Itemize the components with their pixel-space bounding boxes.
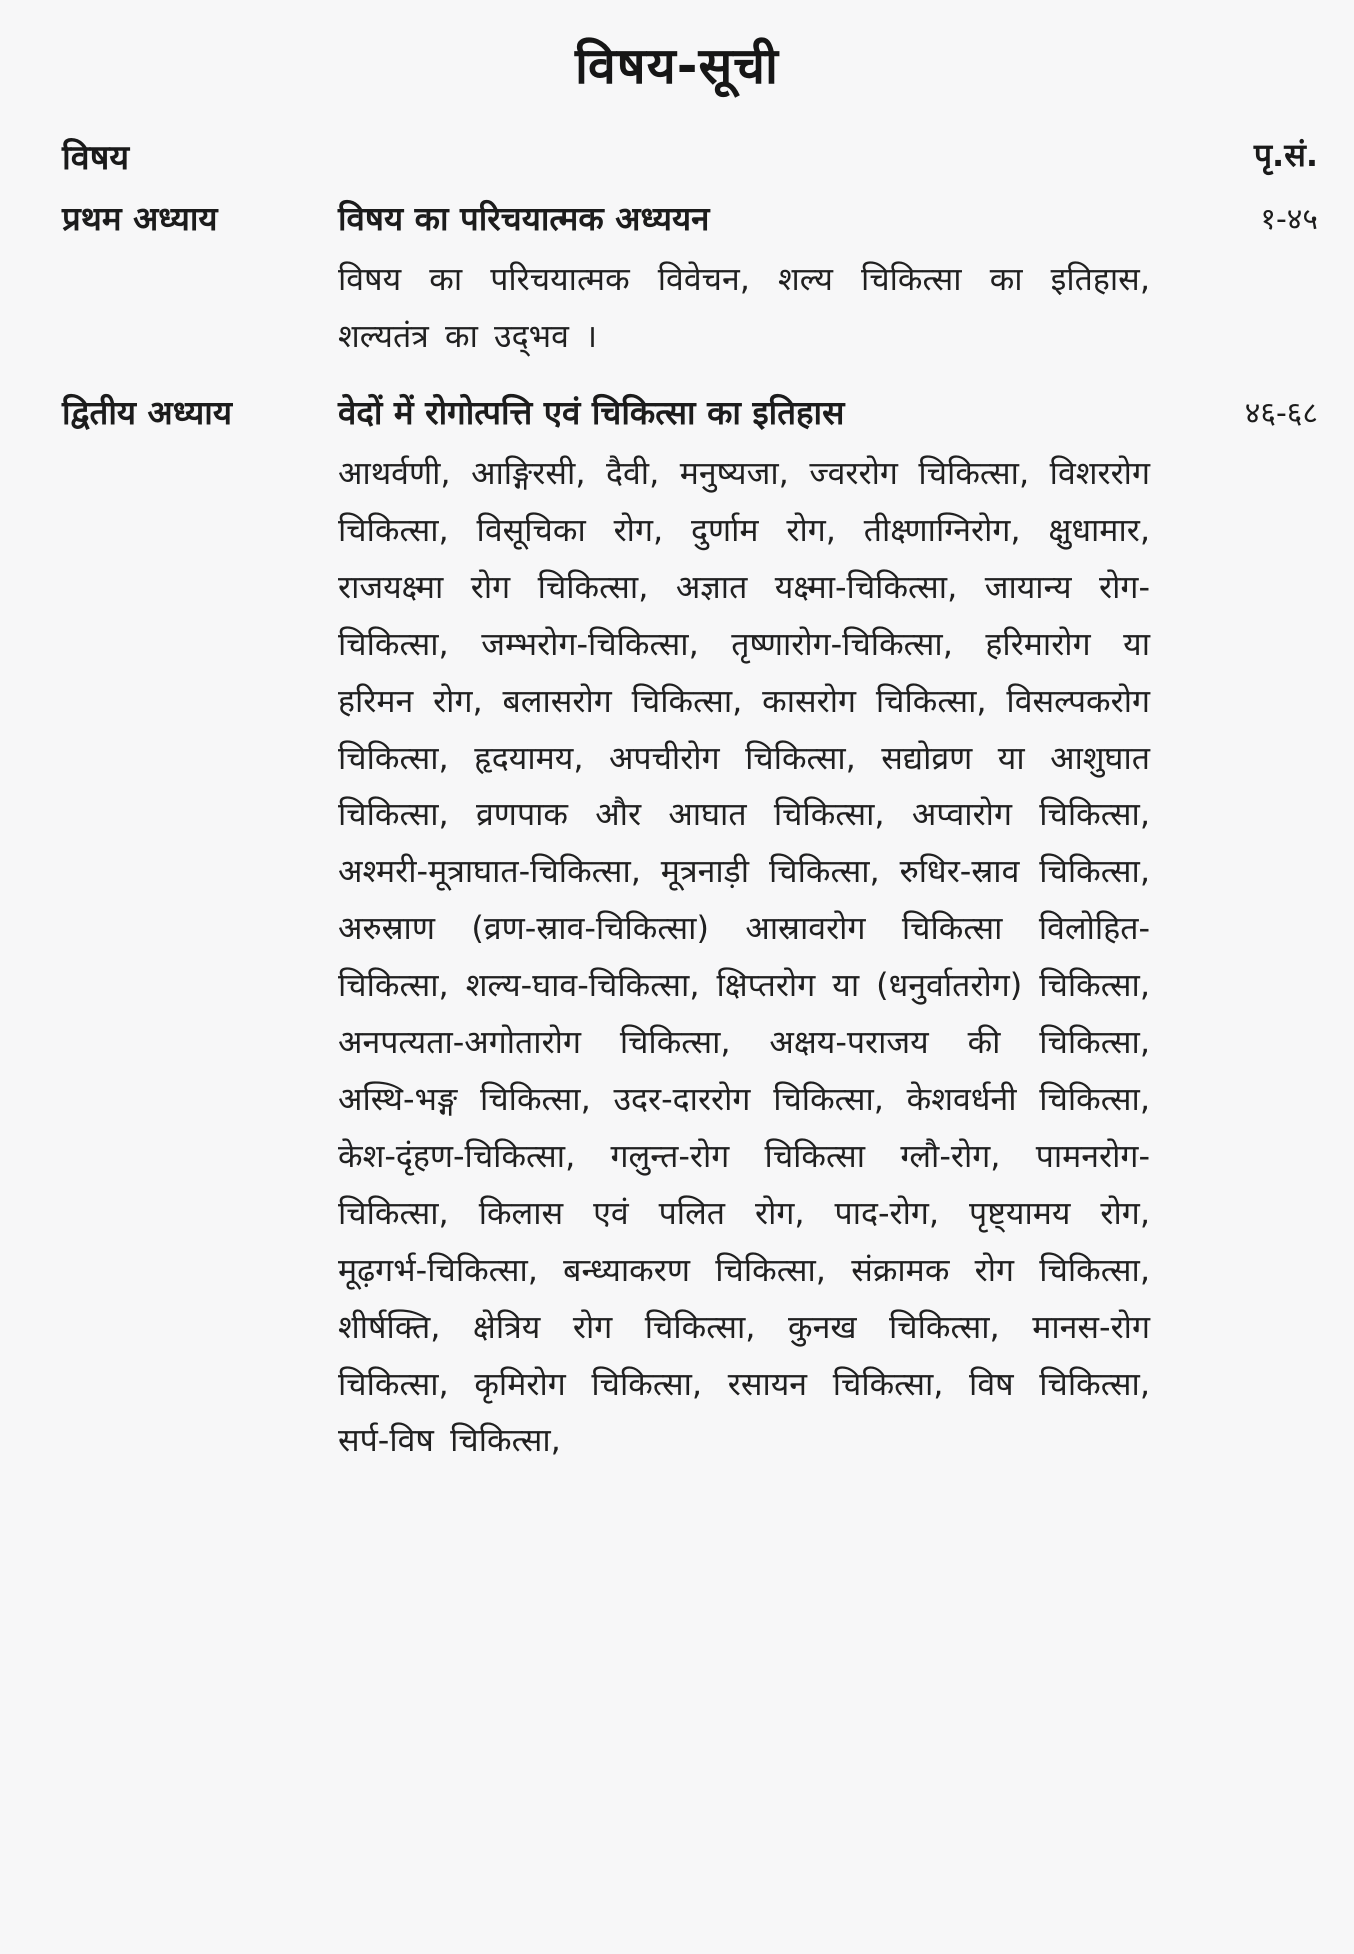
page-column-header: पृ.सं. [1253, 136, 1318, 174]
chapter-title: विषय का परिचयात्मक अध्ययन [338, 199, 710, 238]
chapter-topics: आथर्वणी, आङ्गिरसी, दैवी, मनुष्यजा, ज्वररोग चिकित्सा, विशररोग चिकित्सा, विसूचिका रोग, दुर्णाम रोग, तीक्ष्णाग्निरोग, क्षुधामार, राजयक्ष्मा रोग चिकित्सा, अज्ञात यक्ष्मा-चिकित्सा, जायान्य रोग-चिकित्सा, जम्भरोग-चिकित्सा, तृष्णारोग-चिकित्सा, हरिमारोग या हरिमन रोग, बलासरोग चिकित्सा, कासरोग चिकित्सा, विसल्पकरोग चिकित्सा, हृदयामय, अपचीरोग चिकित्सा, सद्योव्रण या आशुघात चिकित्सा, व्रणपाक और आघात चिकित्सा, अप्वारोग चिकित्सा, अश्मरी-मूत्राघात-चिकित्सा, मूत्रनाड़ी चिकित्सा, रुधिर-स्राव चिकित्सा, अरुस्राण (व्रण-स्राव-चिकित्सा) आस्रावरोग चिकित्सा विलोहित-चिकित्सा, शल्य-घाव-चिकित्सा, क्षिप्तरोग या (धनुर्वातरोग) चिकित्सा, अनपत्यता-अगोतारोग चिकित्सा, अक्षय-पराजय की चिकित्सा, अस्थि-भङ्ग चिकित्सा, उदर-दाररोग चिकित्सा, केशवर्धनी चिकित्सा, केश-दृंहण-चिकित्सा, गलुन्त-रोग चिकित्सा ग्लौ-रोग, पामनरोग-चिकित्सा, किलास एवं पलित रोग, पाद-रोग, पृष्ट्यामय रोग, मूढ़गर्भ-चिकित्सा, बन्ध्याकरण चिकित्सा, संक्रामक रोग चिकित्सा, शीर्षक्ति, क्षेत्रिय रोग चिकित्सा, कुनख चिकित्सा, मानस-रोग चिकित्सा, कृमिरोग चिकित्सा, रसायन चिकित्सा, विष चिकित्सा, सर्प-विष चिकित्सा, [338, 454, 1150, 1460]
page-title: विषय-सूची [575, 37, 779, 95]
chapter-label: द्वितीय अध्याय [62, 393, 232, 432]
chapter-title: वेदों में रोगोत्पत्ति एवं चिकित्सा का इतिहास [338, 393, 845, 432]
chapter-page-range: १-४५ [1260, 202, 1318, 237]
chapter-label: प्रथम अध्याय [62, 199, 218, 238]
subject-column-header: विषय [62, 138, 130, 178]
chapter-page-range: ४६-६८ [1244, 396, 1318, 431]
chapter-topics: विषय का परिचयात्मक विवेचन, शल्य चिकित्सा का इतिहास, शल्यतंत्र का उद्‌भव । [338, 260, 1150, 355]
